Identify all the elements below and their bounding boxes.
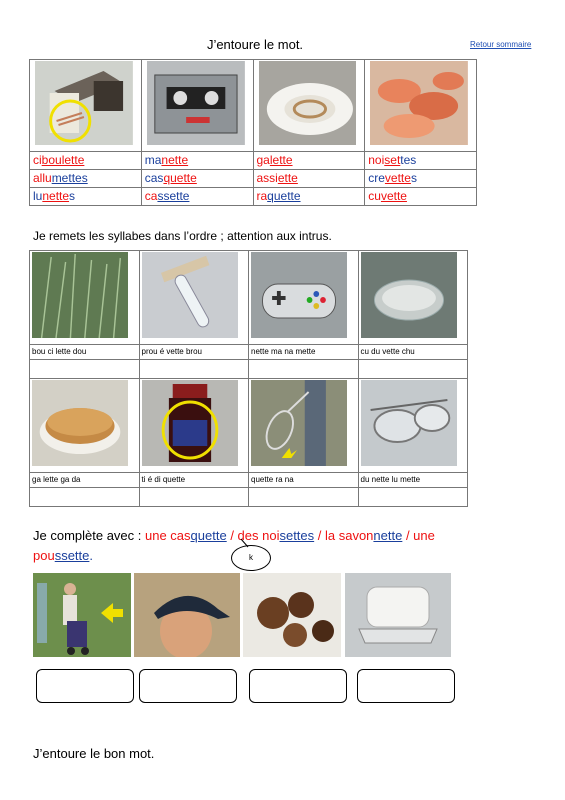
word-cell[interactable] — [253, 152, 365, 170]
word-part: ca — [144, 189, 158, 203]
word-cell[interactable] — [30, 170, 142, 188]
word-part: . — [89, 548, 94, 563]
word-cell[interactable] — [141, 152, 253, 170]
answer-cell[interactable] — [358, 360, 468, 379]
word-part: / la savon — [314, 528, 374, 543]
answer-row — [30, 488, 468, 507]
gamepad-photo — [251, 252, 347, 338]
cell-test-tube — [139, 251, 249, 345]
word-part: vette — [384, 171, 411, 185]
word-part: ga — [256, 153, 270, 167]
word-part: cre — [368, 171, 385, 185]
cell-basin — [358, 251, 468, 345]
basin-photo — [361, 252, 457, 338]
instruction-intro: Je complète avec : — [33, 528, 145, 543]
word-part: cu — [368, 189, 381, 203]
word-part: lu — [33, 189, 43, 203]
word-row — [30, 170, 477, 188]
cell-matches — [30, 60, 142, 152]
word-part: quette — [267, 189, 301, 203]
word-part: ssette — [157, 189, 190, 203]
answer-cell[interactable] — [139, 488, 249, 507]
answer-cell[interactable] — [358, 488, 468, 507]
word-part: ssette — [54, 548, 90, 563]
cell-gamepad — [249, 251, 359, 345]
syllables: du nette lu mette — [358, 473, 468, 488]
word-part: allu — [33, 171, 52, 185]
word-part: une cas — [145, 528, 191, 543]
answer-cell[interactable] — [249, 360, 359, 379]
word-part: cas — [144, 171, 164, 185]
word-part: ette — [277, 171, 298, 185]
syllables: prou é vette brou — [139, 345, 249, 360]
word-part: quette — [190, 528, 227, 543]
cap-photo — [134, 573, 240, 657]
exercise4-title: J’entoure le bon mot. — [33, 746, 155, 761]
syllables: nette ma na mette — [249, 345, 359, 360]
word-part: nette — [161, 153, 189, 167]
word-part: set — [384, 153, 401, 167]
answer-cell[interactable] — [30, 488, 140, 507]
word-part: nette — [42, 189, 70, 203]
syllables: bou ci lette dou — [30, 345, 140, 360]
stroller-photo — [33, 573, 131, 657]
cell-pie — [30, 379, 140, 473]
galette-photo — [32, 380, 128, 466]
answer-row — [30, 360, 468, 379]
pronunciation-bubble: k — [231, 545, 271, 571]
exercise1-table — [29, 59, 477, 206]
cell-plate — [253, 60, 365, 152]
cassette-photo — [147, 61, 245, 145]
word-part: s — [410, 171, 417, 185]
word-part: tes — [400, 153, 417, 167]
word-part: vette — [380, 189, 407, 203]
word-part: ci — [33, 153, 42, 167]
word-cell[interactable] — [365, 152, 477, 170]
answer-box[interactable] — [139, 669, 237, 703]
sunglasses-photo — [361, 380, 457, 466]
word-cell[interactable] — [141, 188, 253, 206]
exercise2-table — [29, 250, 468, 507]
bubble-pointer-icon — [240, 538, 252, 548]
word-part: lette — [269, 153, 293, 167]
jam-jar-photo — [142, 380, 238, 466]
exercise1-title: J’entoure le mot. — [206, 37, 304, 52]
word-part: boulette — [41, 153, 85, 167]
answer-box[interactable] — [249, 669, 347, 703]
hazelnuts-photo — [243, 573, 341, 657]
soap-dish-photo — [345, 573, 451, 657]
cell-chives — [30, 251, 140, 345]
word-cell[interactable] — [30, 188, 142, 206]
answer-box[interactable] — [357, 669, 455, 703]
word-cell[interactable] — [253, 188, 365, 206]
answer-box[interactable] — [36, 669, 134, 703]
word-part: pou — [33, 548, 55, 563]
return-summary-link[interactable]: Retour sommaire — [470, 40, 532, 49]
syllables: quette ra na — [249, 473, 359, 488]
word-part: s — [69, 189, 76, 203]
word-part: / une — [402, 528, 435, 543]
answer-cell[interactable] — [139, 360, 249, 379]
word-part: ra — [256, 189, 268, 203]
syllables: ga lette ga da — [30, 473, 140, 488]
word-cell[interactable] — [253, 170, 365, 188]
syllable-row — [30, 473, 468, 488]
word-part: nette — [373, 528, 403, 543]
plate-photo — [259, 61, 357, 145]
word-part: noi — [368, 153, 385, 167]
word-part: settes — [279, 528, 315, 543]
word-part: assi — [256, 171, 278, 185]
exercise2-title: Je remets les syllabes dans l’ordre ; attention aux intrus. — [33, 229, 332, 243]
cell-shrimp — [365, 60, 477, 152]
racket-photo — [251, 380, 347, 466]
word-part: mettes — [51, 171, 88, 185]
word-row — [30, 188, 477, 206]
word-part: / des noi — [226, 528, 280, 543]
test-tube-photo — [142, 252, 238, 338]
word-cell[interactable] — [365, 170, 477, 188]
syllable-row — [30, 345, 468, 360]
cell-sunglasses — [358, 379, 468, 473]
word-cell[interactable] — [141, 170, 253, 188]
cell-cassette — [141, 60, 253, 152]
cell-jar — [139, 379, 249, 473]
matches-photo — [35, 61, 133, 145]
shrimp-photo — [370, 61, 468, 145]
syllables: ti é di quette — [139, 473, 249, 488]
chives-photo — [32, 252, 128, 338]
cell-racket — [249, 379, 359, 473]
word-cell[interactable] — [30, 152, 142, 170]
syllables: cu du vette chu — [358, 345, 468, 360]
word-cell[interactable] — [365, 188, 477, 206]
answer-cell[interactable] — [249, 488, 359, 507]
word-part: ma — [144, 153, 162, 167]
word-part: quette — [163, 171, 197, 185]
answer-cell[interactable] — [30, 360, 140, 379]
word-row — [30, 152, 477, 170]
